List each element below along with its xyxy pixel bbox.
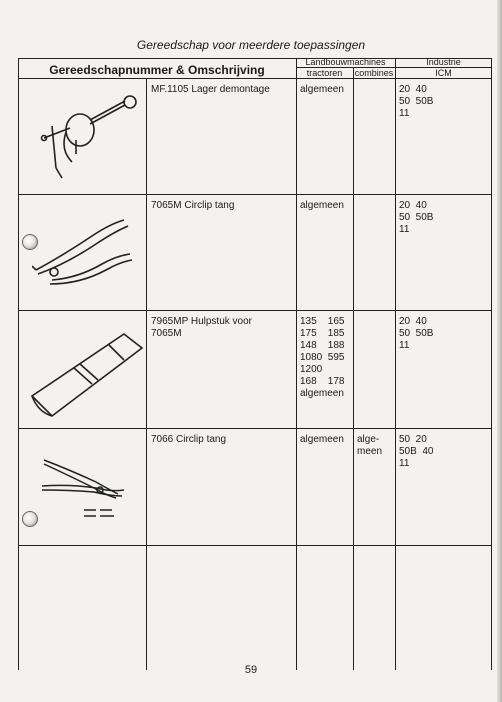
row-separator — [18, 194, 492, 195]
adapter-tool-icon — [24, 320, 144, 420]
row-3-description: 7965MP Hulpstuk voor 7065M — [151, 316, 252, 339]
row-separator — [18, 545, 492, 546]
row-1-description: MF.1105 Lager demontage — [151, 84, 270, 95]
bearing-puller-icon — [32, 88, 142, 188]
table-right-border — [491, 58, 492, 670]
row-separator — [18, 428, 492, 429]
header-industrie: Industrie — [426, 57, 461, 67]
tools-table — [18, 58, 492, 670]
row-3-tractoren: 135 165 175 185 148 188 1080 595 1200 168 178 algemeen — [300, 316, 345, 399]
row-2-description: 7065M Circlip tang — [151, 200, 235, 211]
circlip-pliers-tips-icon — [40, 450, 140, 530]
row-2-icm: 20 40 50 50B 11 — [399, 200, 434, 235]
row-1-tractoren: algemeen — [300, 84, 344, 95]
row-4-combines: alge- meen — [357, 434, 383, 457]
row-separator — [18, 310, 492, 311]
row-4-icm: 50 20 50B 40 11 — [399, 434, 434, 469]
page-number: 59 — [244, 664, 258, 676]
column-divider-tractoren — [296, 58, 297, 670]
row-3-icm: 20 40 50 50B 11 — [399, 316, 434, 351]
row-4-tractoren: algemeen — [300, 434, 344, 445]
table-left-border — [18, 58, 19, 670]
column-divider-description — [146, 78, 147, 670]
punch-hole — [22, 234, 38, 250]
punch-hole — [22, 511, 38, 527]
page-edge — [497, 0, 502, 702]
row-2-tractoren: algemeen — [300, 200, 344, 211]
row-4-description: 7066 Circlip tang — [151, 434, 227, 445]
header-icm: ICM — [435, 68, 452, 78]
header-tractoren: tractoren — [306, 68, 343, 78]
header-bottom-border — [18, 78, 492, 79]
header-combines: combines — [354, 68, 394, 78]
page-title: Gereedschap voor meerdere toepassingen — [136, 38, 366, 52]
header-landbouwmachines: Landbouwmachines — [305, 57, 386, 67]
column-divider-combines — [353, 67, 354, 670]
header-tool: Gereedschapnummer & Omschrijving — [49, 63, 265, 77]
column-divider-industrie — [395, 58, 396, 670]
row-1-icm: 20 40 50 50B 11 — [399, 84, 434, 119]
circlip-pliers-icon — [32, 208, 142, 303]
